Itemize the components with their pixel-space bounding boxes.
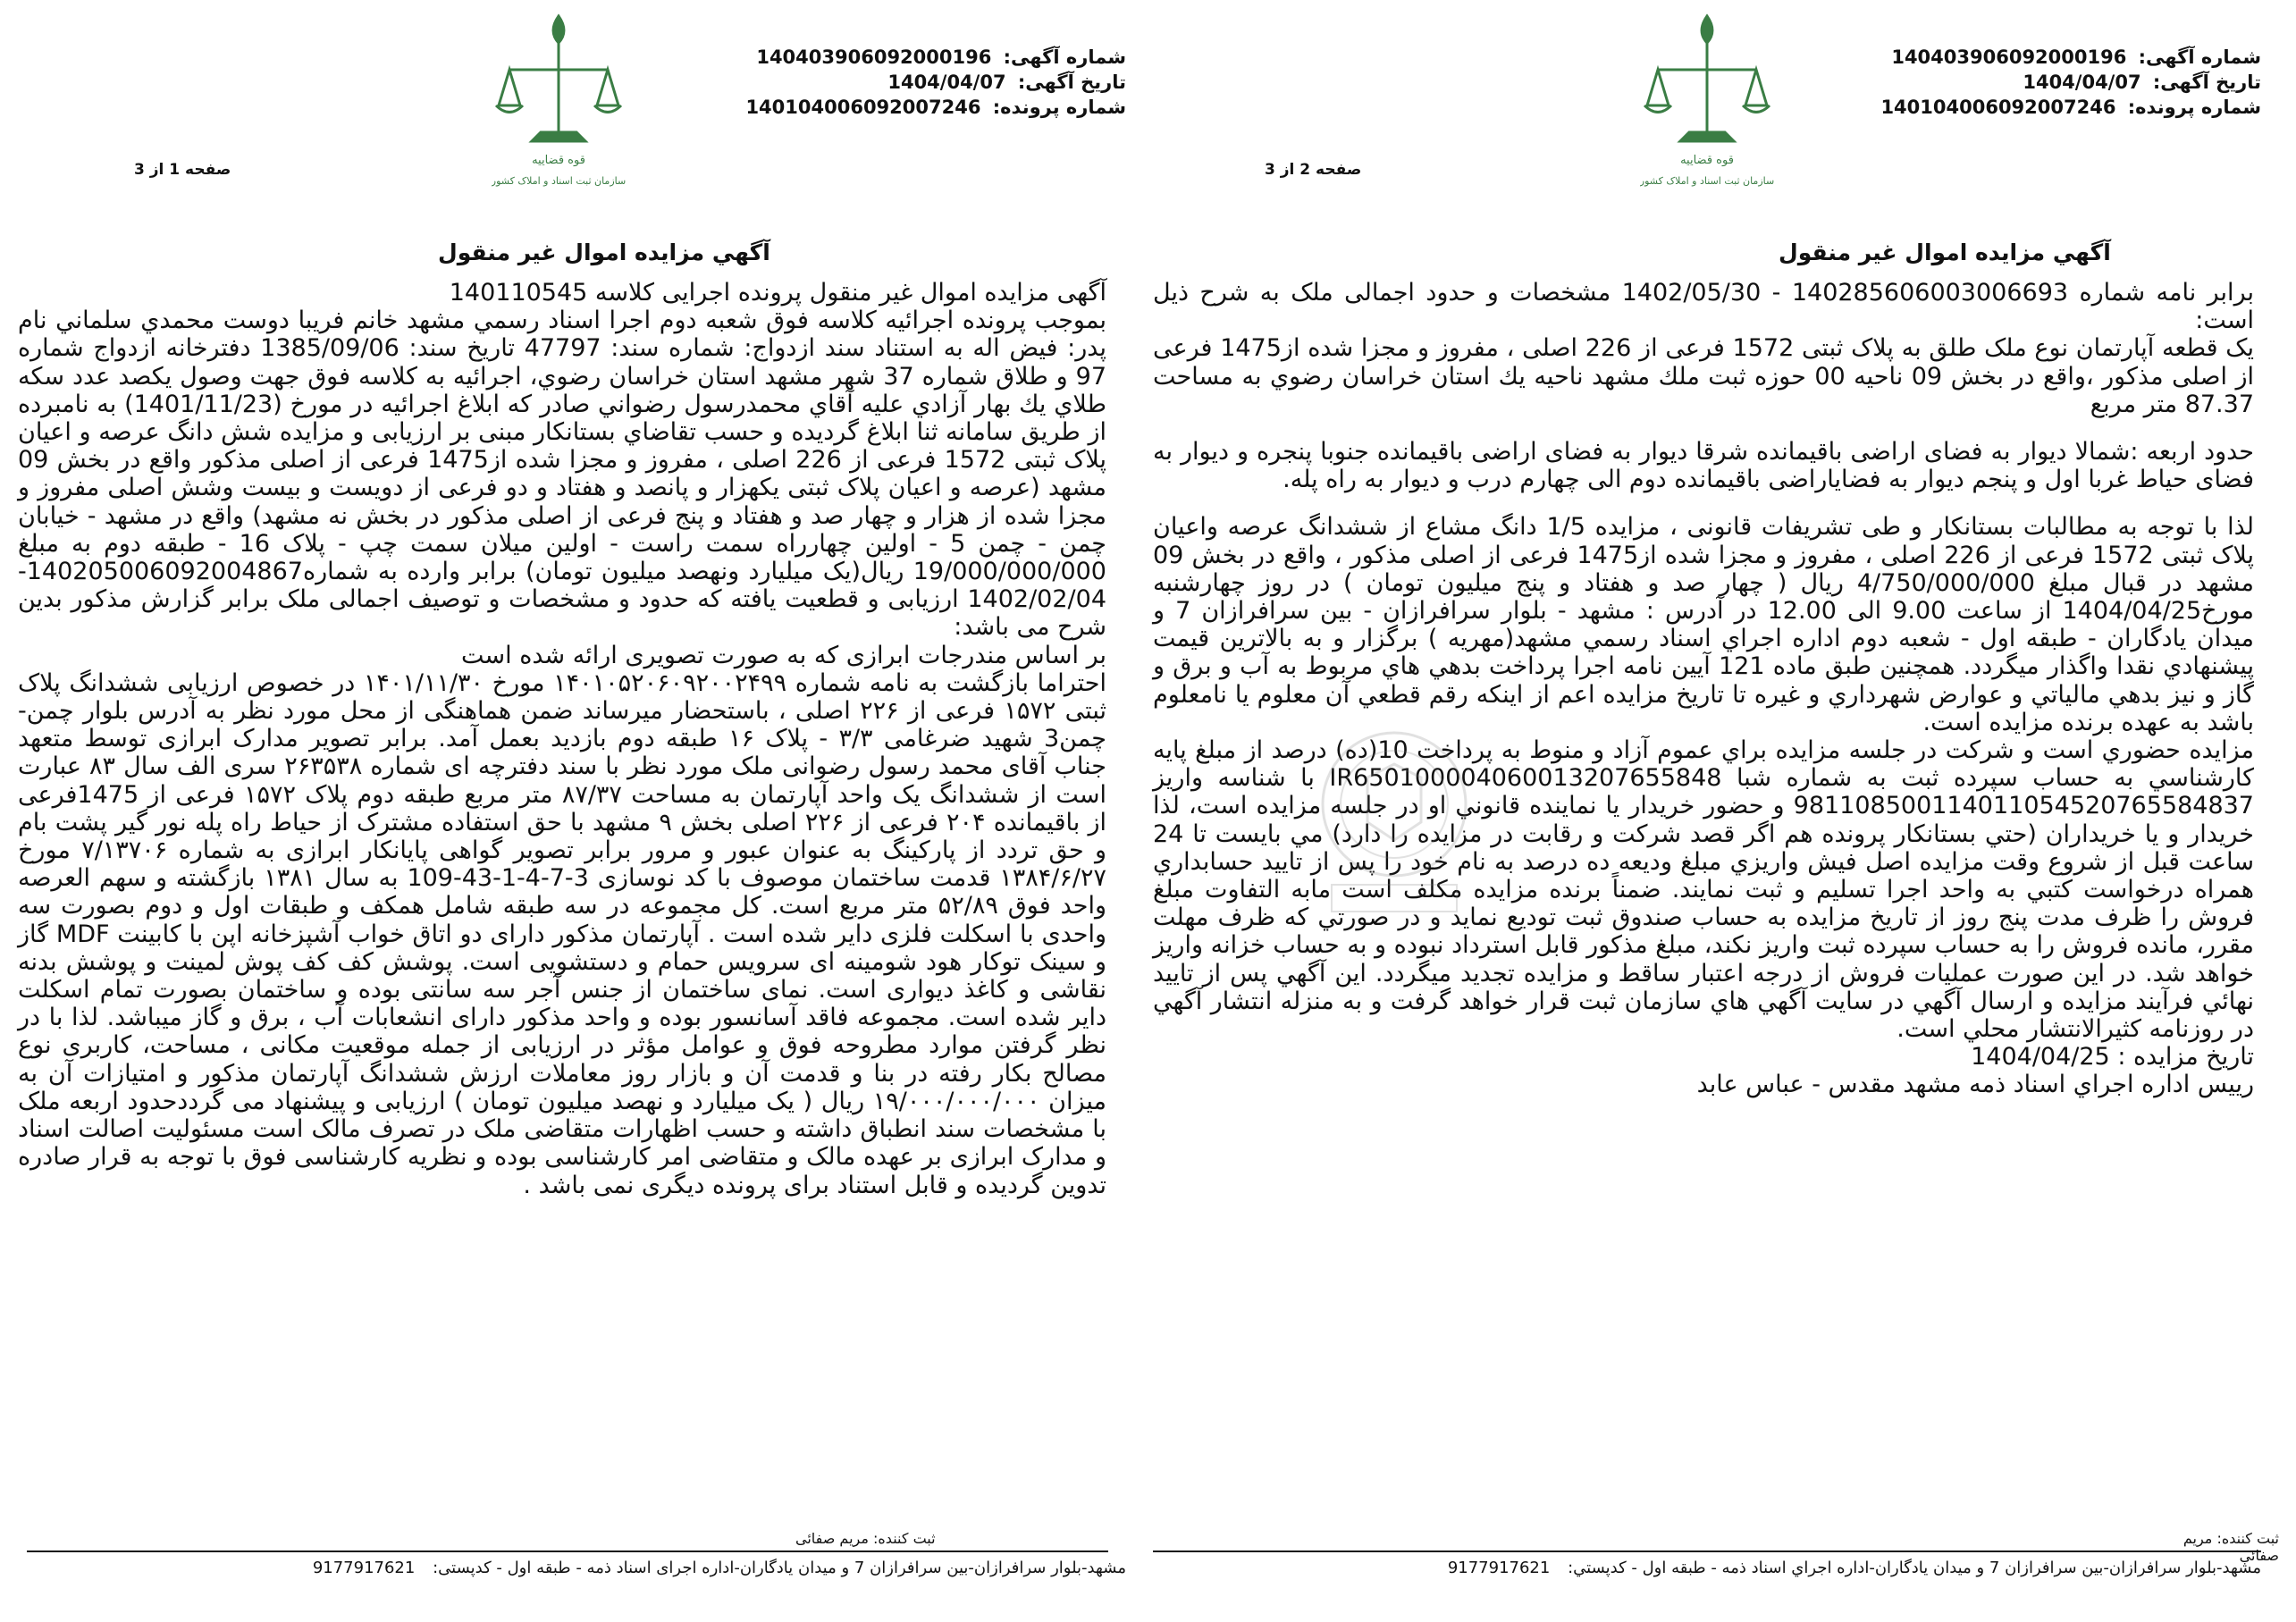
address-text: مشهد-بلوار سرافرازان-بين سرافرازان 7 و ميدان يادگاران-اداره اجراي اسناد ذمه - طبقه اول - كدپستي: bbox=[1568, 1559, 2261, 1577]
registrar-label: ثبت کننده: bbox=[2216, 1530, 2279, 1547]
header-meta bbox=[626, 45, 1126, 120]
ad-number-row bbox=[626, 45, 1126, 70]
svg-text:قوه قضاییه: قوه قضاییه bbox=[1680, 154, 1734, 167]
paragraph: احتراما بازگشت به نامه شماره ۱۴۰۱۰۵۲۰۶۰۹۲۰۰۲۴۹۹ مورخ ۱۴۰۱/۱۱/۳۰ در خصوص ارزیابی ششدانگ پلاک ثبتی ۱۵۷۲ فرعی از ۲۲۶ اصلی ، باستحضار میرساند ضمن هماهنگی از محل مورد نظر به آدرس بلوار چمن- چمن3 شهید ضرغامی ۳/۳ - پلاک ۱۶ طبقه دوم بازدید بعمل آمد. برابر تصویر مدارک ابرازی توسط متعهد جناب آقای محمد رسول رضوانی ملک مورد نظر با سند دفترچه ای شماره ۲۶۳۵۳۸ سری الف سال ۸۳ عبارت است از ششدانگ یک واحد آپارتمان به مساحت ۸۷/۳۷ متر مربع طبقه دوم پلاک ۱۵۷۲ فرعی از 1475فرعی از باقیمانده ۲۰۴ فرعی از ۲۲۶ اصلی بخش ۹ مشهد با حق استفاده مشترک از حیاط راه پله نور گیر پشت بام و حق تردد از پارکینگ به عنوان عبور و مرور برابر تصویر گواهی پایانکار ابرازی به شماره ۷/۱۳۷۰۶ مورخ ۱۳۸۴/۶/۲۷ قدمت ساختمان موصوف با کد نوسازی 3-7-4-1-43-109 به سال ۱۳۸۱ بازگشته و سهم العرصه واحد فوق ۵۲/۸۹ متر مربع است. کل مجموعه در سه طبقه شامل همکف و طبقات اول و دوم بصورت سه واحدی با اسکلت فلزی دایر شده است . آپارتمان مذکور دارای دو اتاق خواب آشپزخانه اپن با کابینت MDF گاز و سینک توکار هود شومینه ای سرویس حمام و دستشویی است. پوشش کف کف پوش لمینت و پوشش بدنه نقاشی و کاغذ دیواری است. نمای ساختمان از جنس آجر سه سانتی بوده و ساختمان بصورت تمام اسکلت دایر شده است. مجموعه فاقد آسانسور بوده و واحد مذکور دارای انشعابات آب ، برق و گاز میباشد. لذا با در نظر گرفتن موارد مطروحه فوق و عوامل مؤثر در ارزیابی از جمله موقعیت مکانی ، مساحت، کاربری نوع مصالح بکار رفته در بنا و قدمت آن و بازار روز معاملات ارزش ششدانگ آپارتمان مذکور و امتیازات آن به میزان ۱۹/۰۰۰/۰۰۰/۰۰۰ ریال ( یک میلیارد و نهصد میلیون تومان ) ارزیابی و پیشنهاد می گرددحدود اربعه ملک با مشخصات سند انطباق داشته و حسب اظهارات متقاضی ملک در تصرف مالک است مسئولیت اصالت اسناد و مدارک ابرازی بر عهده مالک و متقاضی امر کارشناسی بوده و نظریه کارشناسی فوق با توجه به قرار صادره تدوین گردیده و قابل استناد برای پرونده دیگری نمی باشد . bbox=[18, 668, 1106, 1199]
footer-divider bbox=[27, 1551, 1108, 1552]
registrar-name: مریم صفائی bbox=[2182, 1530, 2279, 1564]
paragraph: لذا با توجه به مطالبات بستانکار و طی تشریفات قانونی ، مزایده 1/5 دانگ مشاع از ششدانگ عرصه واعیان پلاک ثبتی 1572 فرعی از 226 اصلی ، مفروز و مجزا شده از1475 فرعی از اصلی مذکور ، واقع در بخش 09 مشهد در قبال مبلغ 4/750/000/000 ریال ( چهار صد و هفتاد و پنج میلیون تومان ) در روز چهارشنبه مورخ1404/04/25 از ساعت 9.00 الی 12.00 در آدرس : مشهد - بلوار سرافرازان - بين سرافرازان 7 و ميدان يادگاران - طبقه اول - شعبه دوم اداره اجراي اسناد رسمي مشهد(مهريه ) برگزار و به بالاترين قيمت پيشنهادي نقدا واگذار ميگردد. همچنين طبق ماده 121 آيين نامه اجرا پرداخت بدهي هاي مربوط به آب و برق و گاز و نيز بدهي مالياتي و عوارض شهرداري و غيره تا تاريخ مزايده اعم از اينكه رقم قطعي آن معلوم يا نامعلوم باشد به عهده برنده مزايده است. bbox=[1153, 513, 2255, 736]
watermark-seal-icon bbox=[1296, 715, 1493, 920]
ad-date: 1404/04/07 bbox=[2023, 71, 2141, 93]
paragraph: يک قطعه آپارتمان نوع ملک طلق به پلاک ثبتی 1572 فرعی از 226 اصلی ، مفروز و مجزا شده از1475 فرعی از اصلی مذکور ،واقع در بخش 09 ناحيه 00 حوزه ثبت ملك مشهد ناحيه يك استان خراسان رضوي به مساحت 87.37 متر مربع bbox=[1153, 334, 2254, 418]
footer-address bbox=[36, 1559, 1126, 1577]
case-number: 140104006092007246 bbox=[1880, 97, 2116, 118]
registrar-name: مریم صفائی bbox=[795, 1530, 869, 1547]
page-number: صفحه 1 از 3 bbox=[134, 161, 231, 179]
ad-number-label: شماره آگهی: bbox=[1003, 46, 1126, 68]
notice-page-1 bbox=[18, 0, 1126, 1622]
ad-date: 1404/04/07 bbox=[887, 71, 1006, 93]
paragraph: بر اساس مندرجات ابرازی که به صورت تصویری ارائه شده است bbox=[461, 641, 1106, 669]
address-text: مشهد-بلوار سرافرازان-بین سرافرازان 7 و میدان یادگاران-اداره اجرای اسناد ذمه - طبقه اول - کدپستی: bbox=[433, 1559, 1126, 1577]
case-number-row bbox=[626, 95, 1126, 120]
postal-code: 9177917621 bbox=[312, 1559, 416, 1577]
svg-text:سازمان ثبت اسناد و املاک کشور: سازمان ثبت اسناد و املاک کشور bbox=[492, 175, 626, 187]
paragraph: حدود اربعه :شمالا ديوار به فضای اراضی باقيمانده شرقا ديوار به فضای اراضی باقيمانده جنوبا پنجره و ديوار به فضای حياط غربا اول و پنجم ديوار به فضایاراضی باقيمانده دوم الی چهارم درب و ديوار به راه پله. bbox=[1153, 438, 2254, 494]
svg-text:سازمان ثبت اسناد و املاک کشور: سازمان ثبت اسناد و املاک کشور bbox=[1640, 175, 1774, 187]
paragraph: برابر نامه شماره 140285606003006693 - 1402/05/30 مشخصات و حدود اجمالی ملک به شرح ذيل است: bbox=[1153, 279, 2254, 335]
case-number-row bbox=[1761, 95, 2261, 120]
ad-number-label: شماره آگهی: bbox=[2138, 46, 2261, 68]
auction-date: تاريخ مزايده : 1404/04/25 bbox=[1971, 1043, 2254, 1072]
signatory: رييس اداره اجراي اسناد ذمه مشهد مقدس - عباس عابد bbox=[1696, 1071, 2254, 1099]
case-number-label: شماره پرونده: bbox=[992, 97, 1126, 118]
footer-divider bbox=[1153, 1551, 2261, 1552]
ad-number: 140403906092000196 bbox=[756, 46, 992, 68]
paragraph: مزايده حضوري است و شركت در جلسه مزايده براي عموم آزاد و منوط به پرداخت 10(ده) درصد از مبلغ پايه كارشناسي به حساب سپرده ثبت به شماره شبا IR650100004060013207655848 با شناسه واريز 981108500114011054520765584837 و حضور خريدار يا نماينده قانوني او در جلسه مزايده است، لذا خريدار و يا خريداران (حتي بستانكار پرونده هم اگر قصد شركت و رقابت در مزايده را دارد) مي بايست تا 24 ساعت قبل از شروع وقت مزايده اصل فيش واريزي مبلغ وديعه ده درصد به نام خود را پس از تاييد حسابداري همراه درخواست كتبي به واحد اجرا تسليم و ثبت نمايند. ضمناً برنده مزايده مكلف است مابه التفاوت مبلغ فروش را ظرف مدت پنج روز از تاريخ مزايده به حساب صندوق ثبت توديع نمايد و در صورتي كه ظرف مهلت مقرر، مانده فروش را به حساب سپرده ثبت واريز نكند، مبلغ مذكور قابل استرداد نبوده و به حساب خزانه واريز خواهد شد. در اين صورت عمليات فروش از درجه اعتبار ساقط و مزايده تجديد ميگردد. اين آگهي پس از تاييد نهائي فرآيند مزايده و ارسال آگهي در سايت آگهي هاي سازمان ثبت قرار خواهد گرفت و به منزله انتشار آگهي در روزنامه كثيرالانتشار محلي است. bbox=[1153, 736, 2255, 1044]
ad-date-row bbox=[1761, 70, 2261, 95]
registrar bbox=[795, 1530, 936, 1547]
notice-body bbox=[18, 279, 1106, 1199]
header-meta bbox=[1761, 45, 2261, 120]
ad-number-row bbox=[1761, 45, 2261, 70]
svg-text:قوه قضاییه: قوه قضاییه bbox=[532, 154, 585, 167]
ad-date-label: تاریخ آگهی: bbox=[1017, 71, 1126, 93]
ad-number: 140403906092000196 bbox=[1891, 46, 2127, 68]
notice-title: آگهي مزايده اموال غير منقول bbox=[438, 240, 770, 265]
paragraph: بموجب پرونده اجرائيه كلاسه فوق شعبه دوم اجرا اسناد رسمي مشهد خانم فريبا دوست محمدي سلماني نام پدر: فيض اله به استناد سند ازدواج: شماره سند: 47797 تاريخ سند: 1385/09/06 دفترخانه ازدواج شماره 97 و طلاق شماره 37 شهر مشهد استان خراسان رضوي، اجرائيه به كلاسه فوق جهت وصول يكصد عدد سكه طلاي يك بهار آزادي عليه آقاي محمدرسول رضواني صادر كه ابلاغ اجرائيه در مورخ (1401/11/23) به نامبرده از طريق سامانه ثنا ابلاغ گرديده و حسب تقاضاي بستانكار مبنى بر ارزيابى و مزايده شش دانگ عرصه و اعيان پلاک ثبتی 1572 فرعی از 226 اصلی ، مفروز و مجزا شده از1475 فرعی از اصلی مذکور واقع در بخش 09 مشهد (عرصه و اعیان پلاک ثبتی یکهزار و پانصد و هفتاد و دو فرعی از دویست و بیست وشش اصلی مفروز و مجزا شده از هزار و چهار صد و هفتاد و پنج فرعی از اصلی مذکور در بخش نه مشهد) واقع در مشهد - خيابان چمن - چمن 5 - اولين چهارراه سمت راست - اولين ميلان سمت چپ - پلاک 16 - طبقه دوم به مبلغ 19/000/000/000 ريال(یک میلیارد ونهصد میلیون تومان) برابر وارده به شماره14020500609200486​7-1402/02/04 ارزیابی و قطعیت یافته که حدود و مشخصات و توصیف اجمالی ملک برابر گزارش مذکور بدین شرح می باشد: bbox=[18, 307, 1107, 642]
case-number: 140104006092007246 bbox=[745, 97, 981, 118]
case-number-label: شماره پرونده: bbox=[2127, 97, 2261, 118]
registrar-label: ثبت کننده: bbox=[873, 1530, 936, 1547]
notice-body bbox=[1153, 279, 2254, 1099]
postal-code: 9177917621 bbox=[1447, 1559, 1551, 1577]
page-number: صفحه 2 از 3 bbox=[1265, 161, 1362, 179]
ad-date-label: تاریخ آگهی: bbox=[2152, 71, 2261, 93]
footer-address bbox=[1153, 1559, 2261, 1577]
notice-title: آگهي مزايده اموال غير منقول bbox=[1779, 240, 2111, 265]
judiciary-emblem-icon bbox=[1640, 7, 1774, 195]
paragraph: آگهی مزایده اموال غیر منقول پرونده اجرایی کلاسه 140110545 bbox=[449, 279, 1106, 307]
ad-date-row bbox=[626, 70, 1126, 95]
judiciary-emblem-icon bbox=[492, 7, 626, 195]
